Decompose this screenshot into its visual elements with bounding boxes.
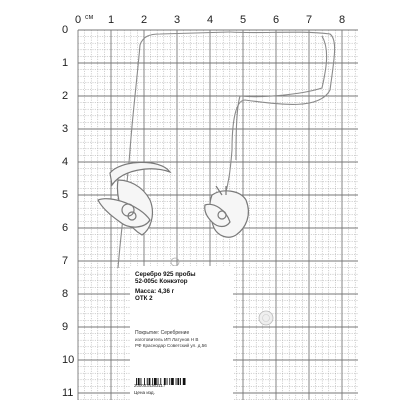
ruler-top-label: 2	[140, 14, 148, 26]
tag-material: Серебро 925 пробы	[135, 271, 196, 278]
ruler-top-label: 1	[107, 14, 115, 26]
ruler-left-label: 6	[62, 222, 69, 234]
barcode-bar	[180, 378, 181, 385]
ruler-left-label: 4	[62, 156, 69, 168]
ruler-top-label: 0	[74, 14, 82, 26]
barcode-bar	[176, 378, 177, 385]
ruler-left-label: 10	[62, 354, 75, 366]
ruler-top-label: 5	[239, 14, 247, 26]
price-label: Цена изд.	[134, 390, 155, 395]
ruler-left-label: 0	[62, 24, 69, 36]
ruler-left-label: 8	[62, 288, 69, 300]
ruler-unit-label: см	[85, 14, 94, 21]
ruler-top-label: 6	[272, 14, 280, 26]
tag-coating: Покрытие: Серебрение	[135, 330, 190, 336]
ruler-top-label: 3	[173, 14, 181, 26]
price-tag	[130, 266, 233, 400]
barcode-bar	[177, 378, 179, 385]
ruler-left-label: 3	[62, 123, 69, 135]
ruler-left-label: 1	[62, 57, 69, 69]
tag-maker-address: РФ Краснодар Советский ул. д.56	[135, 343, 207, 348]
ruler-left-label: 2	[62, 90, 69, 102]
ruler-top-label: 7	[305, 14, 313, 26]
ruler-left-label: 11	[62, 387, 74, 399]
ruler-left-label: 7	[62, 255, 69, 267]
barcode-number: 2000034363117	[134, 383, 166, 388]
tag-article: 52-005с Конкэтор	[135, 278, 188, 285]
ruler-left-label: 5	[62, 189, 69, 201]
barcode-bar	[171, 378, 174, 385]
barcode-bar	[169, 378, 170, 385]
tag-mass: Масса: 4,36 г	[135, 288, 175, 295]
tag-maker: изготовитель ИП Латунов Н В	[135, 337, 199, 342]
ruler-top-label: 8	[338, 14, 346, 26]
tag-otk: ОТК 2	[135, 295, 153, 302]
ruler-top-label: 4	[206, 14, 214, 26]
barcode-bar	[183, 378, 186, 385]
ruler-left-label: 9	[62, 321, 69, 333]
barcode-bar	[167, 378, 168, 385]
